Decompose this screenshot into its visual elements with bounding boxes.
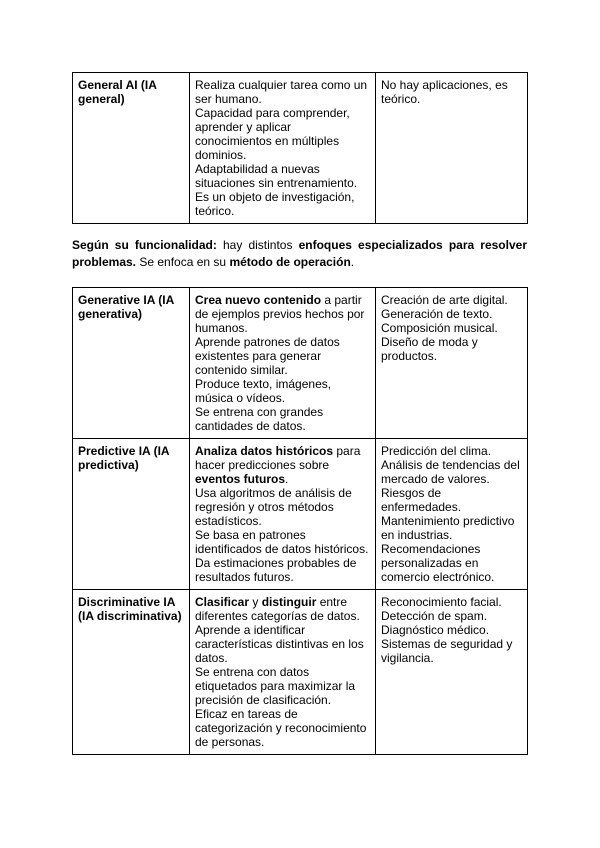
description-line: Aprende a identificar características distintivas en los datos. <box>195 623 364 665</box>
application-line: Análisis de tendencias del mercado de valores. <box>381 458 520 486</box>
application-line: Predicción del clima. <box>381 444 492 458</box>
row-label: Generative IA (IA generativa) <box>73 288 190 439</box>
applications-cell <box>376 590 528 755</box>
para-text-1: hay distintos <box>216 238 299 252</box>
applications-cell <box>376 439 528 590</box>
general-ai-table <box>72 72 528 224</box>
functionality-table <box>72 287 528 755</box>
lead-rest: a partir de ejemplos previos hechos por humanos. <box>195 293 365 335</box>
row-label: Discriminative IA (IA discriminativa) <box>73 590 190 755</box>
description-line: Es un objeto de investigación, teórico. <box>195 190 355 218</box>
lead-bold: Crea nuevo contenido <box>195 293 322 307</box>
description-cell <box>190 590 376 755</box>
table-row <box>73 288 528 439</box>
description-line: Adaptabilidad a nuevas situaciones sin entrenamiento. <box>195 162 358 190</box>
description-cell <box>190 73 376 224</box>
row-label: Predictive IA (IA predictiva) <box>73 439 190 590</box>
functionality-paragraph <box>72 237 527 271</box>
application-line: Reconocimiento facial. <box>381 595 502 609</box>
application-line: Generación de texto. <box>381 307 493 321</box>
lead-line <box>195 444 370 486</box>
table-row <box>73 73 528 224</box>
para-text-2: Se enfoca en su <box>136 255 230 269</box>
description-line: Aprende patrones de datos existentes para generar contenido similar. <box>195 335 340 377</box>
para-bold-1: Según su funcionalidad: <box>72 238 217 252</box>
description-line: Eficaz en tareas de categorización y reconocimiento de personas. <box>195 707 367 749</box>
application-line: Diseño de moda y productos. <box>381 335 478 363</box>
table-row <box>73 590 528 755</box>
application-line: Mantenimiento predictivo en industrias. <box>381 514 515 542</box>
application-line: Sistemas de seguridad y vigilancia. <box>381 637 513 665</box>
description-line: Se basa en patrones identificados de datos históricos. <box>195 528 369 556</box>
description-line: Se entrena con grandes cantidades de datos. <box>195 405 324 433</box>
description-line: Se entrena con datos etiquetados para maximizar la precisión de clasificación. <box>195 665 356 707</box>
para-text-3: . <box>350 255 355 269</box>
description-line: Usa algoritmos de análisis de regresión y otros métodos estadísticos. <box>195 486 352 528</box>
description-cell <box>190 288 376 439</box>
table-row <box>73 439 528 590</box>
lead-end: entre diferentes categorías de datos. <box>195 595 360 623</box>
application-line: Recomendaciones personalizadas en comercio electrónico. <box>381 542 495 584</box>
description-cell <box>190 439 376 590</box>
row-label: General AI (IA general) <box>73 73 190 224</box>
application-line: Riesgos de enfermedades. <box>381 486 462 514</box>
para-bold-2: enfoques especializados para resolver problemas. <box>72 238 527 269</box>
lead-line <box>195 293 370 335</box>
lead-bold-2: distinguir <box>261 595 317 609</box>
lead-rest: y <box>249 595 262 609</box>
lead-rest: para hacer predicciones sobre <box>195 444 361 472</box>
application-line: No hay aplicaciones, es teórico. <box>381 78 508 106</box>
applications-cell <box>376 73 528 224</box>
lead-bold: Clasificar <box>195 595 250 609</box>
lead-line <box>195 595 370 623</box>
application-line: Creación de arte digital. <box>381 293 508 307</box>
description-line: Da estimaciones probables de resultados futuros. <box>195 556 357 584</box>
description-line: Produce texto, imágenes, música o vídeos. <box>195 377 332 405</box>
lead-bold-2: eventos futuros <box>195 472 286 486</box>
description-line: Capacidad para comprender, aprender y aplicar conocimientos en múltiples dominios. <box>195 106 350 162</box>
application-line: Composición musical. <box>381 321 498 335</box>
application-line: Diagnóstico médico. <box>381 623 490 637</box>
description-line: Realiza cualquier tarea como un ser humano. <box>195 78 368 106</box>
lead-end: . <box>285 472 289 486</box>
lead-bold: Analiza datos históricos <box>195 444 334 458</box>
applications-cell <box>376 288 528 439</box>
para-bold-3: método de operación <box>229 255 351 269</box>
application-line: Detección de spam. <box>381 609 488 623</box>
